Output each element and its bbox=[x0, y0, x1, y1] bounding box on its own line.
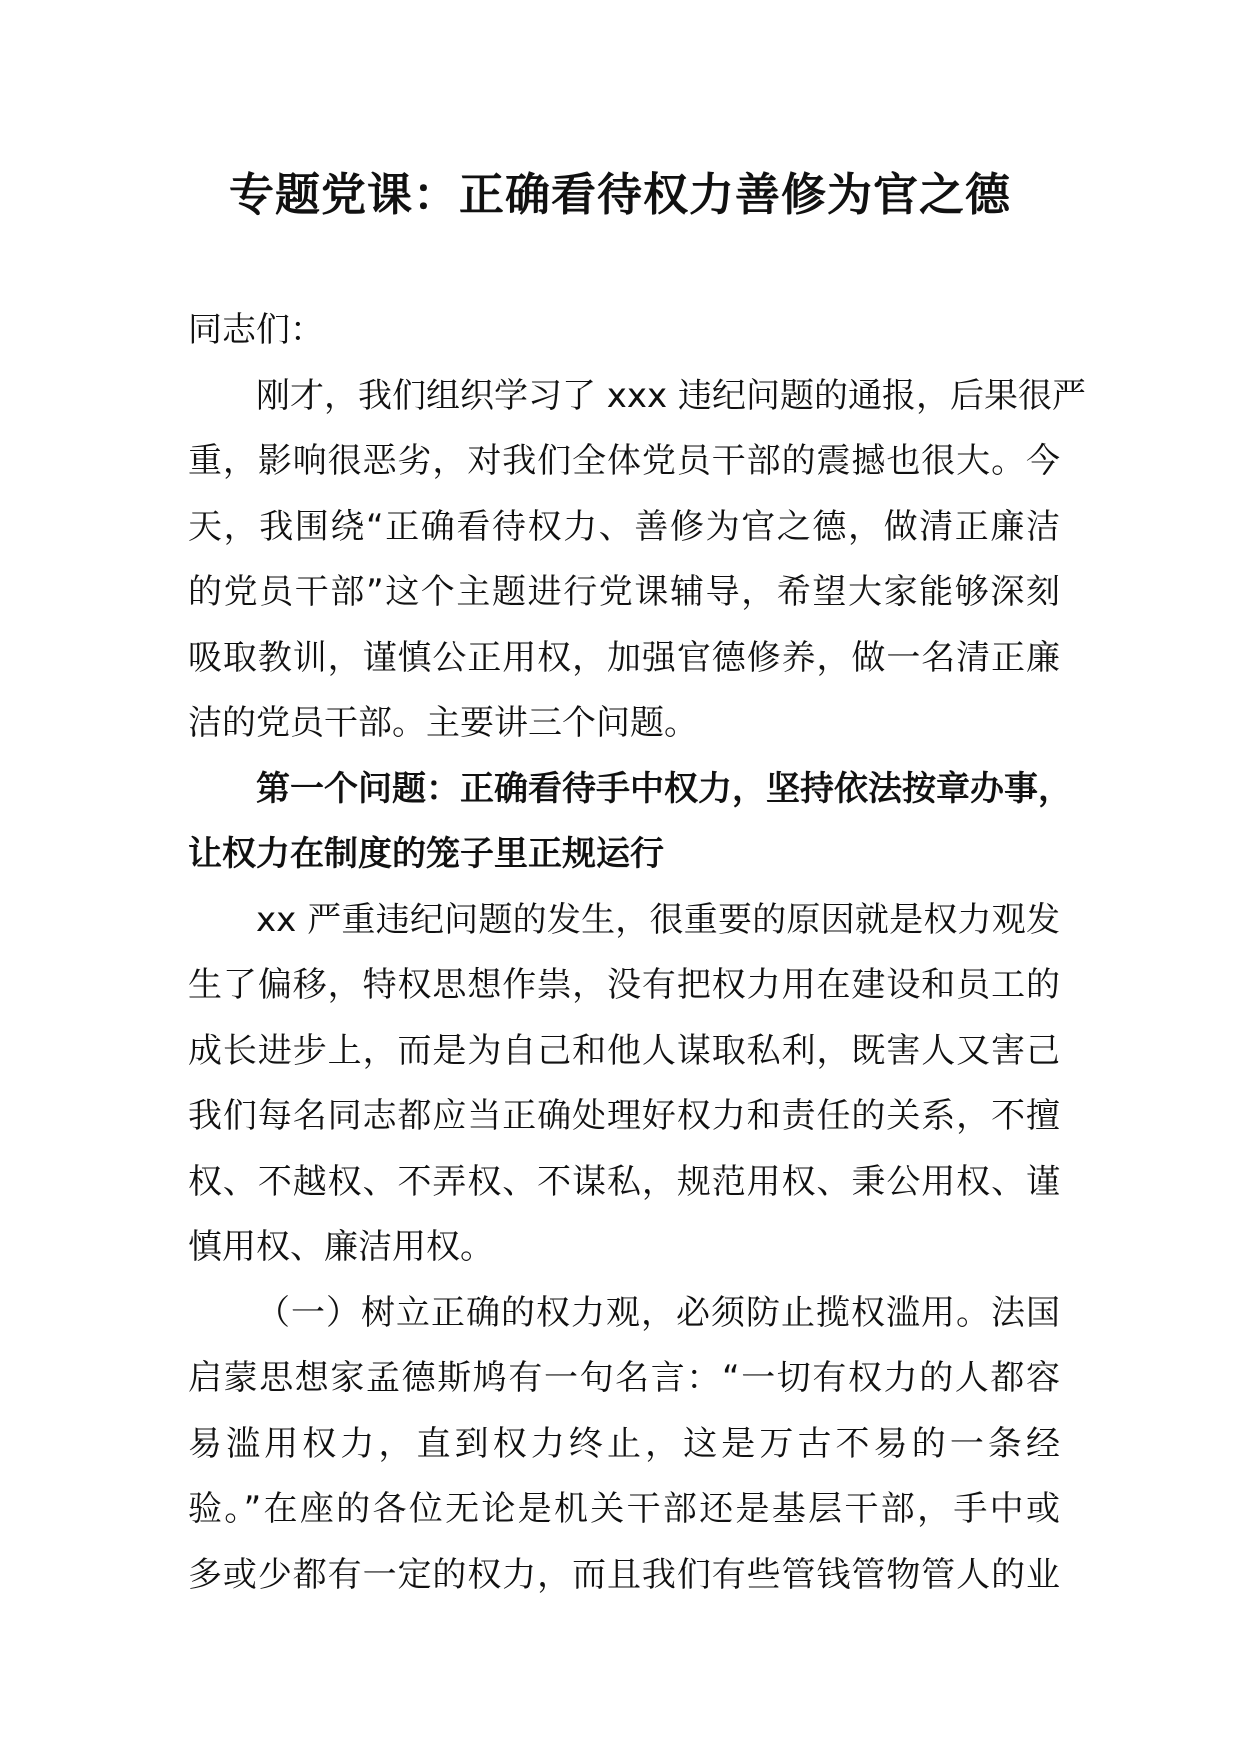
paragraph-line: （一）树立正确的权力观，必须防止揽权滥用。法国 bbox=[256, 1292, 1060, 1333]
paragraph-line: 易滥用权力，直到权力终止，这是万古不易的一条经 bbox=[188, 1423, 1060, 1464]
paragraph-line: 洁的党员干部。主要讲三个问题。 bbox=[188, 703, 698, 743]
paragraph-line: 成长进步上，而是为自己和他人谋取私利，既害人又害己 bbox=[188, 1030, 1060, 1071]
page-title: 专题党课：正确看待权力善修为官之德 bbox=[228, 168, 1011, 221]
paragraph-line: 吸取教训，谨慎公正用权，加强官德修养，做一名清正廉 bbox=[188, 637, 1060, 678]
paragraph-line: 慎用权、廉洁用权。 bbox=[188, 1227, 494, 1267]
paragraph-line: 生了偏移，特权思想作祟，没有把权力用在建设和员工的 bbox=[188, 965, 1060, 1005]
paragraph-line: 的党员干部”这个主题进行党课辅导，希望大家能够深刻 bbox=[188, 572, 1060, 612]
paragraph-line: 多或少都有一定的权力，而且我们有些管钱管物管人的业 bbox=[188, 1554, 1060, 1595]
document-body bbox=[188, 298, 1086, 1608]
paragraph-line: 权、不越权、不弄权、不谋私，规范用权、秉公用权、谨 bbox=[188, 1161, 1060, 1202]
paragraph-line: 启蒙思想家孟德斯鸠有一句名言：“一切有权力的人都容 bbox=[188, 1358, 1060, 1398]
paragraph-line: 验。”在座的各位无论是机关干部还是基层干部，手中或 bbox=[188, 1489, 1060, 1529]
paragraph-line: 重，影响很恶劣，对我们全体党员干部的震撼也很大。今 bbox=[188, 441, 1060, 481]
section-heading-line: 第一个问题：正确看待手中权力，坚持依法按章办事， bbox=[256, 768, 1072, 809]
section-heading-line: 让权力在制度的笼子里正规运行 bbox=[188, 834, 664, 874]
salutation: 同志们： bbox=[188, 310, 324, 350]
paragraph-line: 刚才，我们组织学习了 xxx 违纪问题的通报，后果很严 bbox=[256, 375, 1086, 416]
paragraph-line: 天，我围绕“正确看待权力、善修为官之德，做清正廉洁 bbox=[188, 506, 1060, 547]
paragraph-line: 我们每名同志都应当正确处理好权力和责任的关系，不擅 bbox=[188, 1096, 1060, 1136]
paragraph-line: xx 严重违纪问题的发生，很重要的原因就是权力观发 bbox=[256, 899, 1060, 940]
